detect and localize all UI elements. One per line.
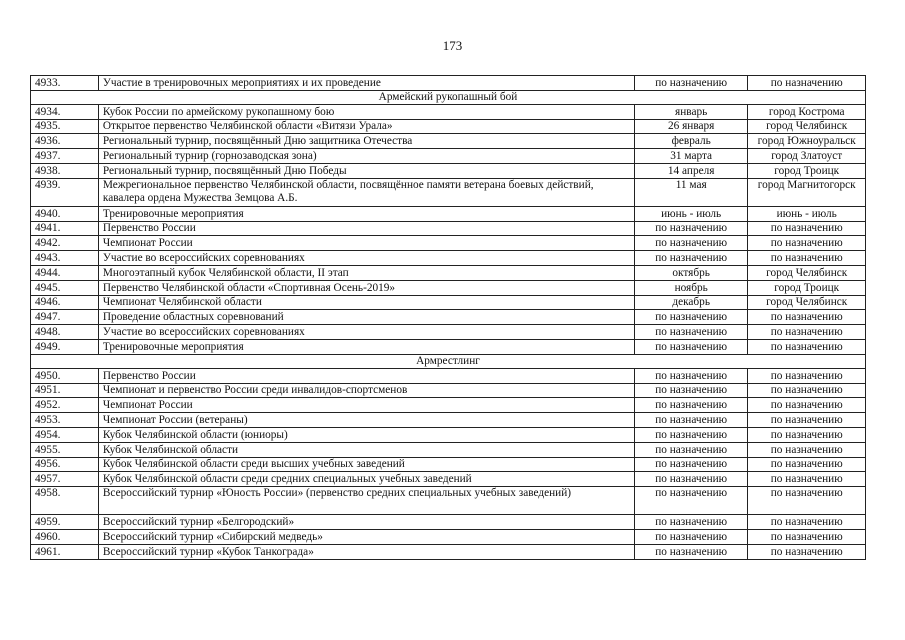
event-place: июнь - июль xyxy=(748,206,866,221)
event-date: по назначению xyxy=(634,427,747,442)
event-place: город Челябинск xyxy=(748,295,866,310)
event-name: Чемпионат России xyxy=(98,398,634,413)
event-name: Всероссийский турнир «Белгородский» xyxy=(98,515,634,530)
event-name: Всероссийский турнир «Юность России» (первенство средних специальных учебных заведений) xyxy=(98,487,634,515)
table-row xyxy=(31,413,866,428)
row-number: 4960. xyxy=(31,529,99,544)
event-date: по назначению xyxy=(634,487,747,515)
row-number: 4951. xyxy=(31,383,99,398)
event-name: Первенство России xyxy=(98,368,634,383)
event-date: по назначению xyxy=(634,398,747,413)
event-date: по назначению xyxy=(634,251,747,266)
event-date: 14 апреля xyxy=(634,163,747,178)
row-number: 4941. xyxy=(31,221,99,236)
event-date: по назначению xyxy=(634,368,747,383)
event-date: по назначению xyxy=(634,457,747,472)
row-number: 4938. xyxy=(31,163,99,178)
event-name: Первенство России xyxy=(98,221,634,236)
event-name: Региональный турнир, посвящённый Дню защитника Отечества xyxy=(98,134,634,149)
table-row xyxy=(31,104,866,119)
row-number: 4946. xyxy=(31,295,99,310)
event-date: по назначению xyxy=(634,472,747,487)
event-place: по назначению xyxy=(748,368,866,383)
section-header-row xyxy=(31,354,866,368)
row-number: 4943. xyxy=(31,251,99,266)
event-place: по назначению xyxy=(748,221,866,236)
event-date: декабрь xyxy=(634,295,747,310)
event-date: по назначению xyxy=(634,325,747,340)
table-row xyxy=(31,163,866,178)
section-title: Армрестлинг xyxy=(31,354,866,368)
event-name: Тренировочные мероприятия xyxy=(98,339,634,354)
event-place: город Троицк xyxy=(748,163,866,178)
event-name: Участие во всероссийских соревнованиях xyxy=(98,251,634,266)
event-name: Чемпионат Челябинской области xyxy=(98,295,634,310)
event-place: город Златоуст xyxy=(748,149,866,164)
row-number: 4940. xyxy=(31,206,99,221)
event-place: по назначению xyxy=(748,487,866,515)
event-place: по назначению xyxy=(748,427,866,442)
row-number: 4936. xyxy=(31,134,99,149)
event-place: город Кострома xyxy=(748,104,866,119)
table-row xyxy=(31,280,866,295)
event-date: январь xyxy=(634,104,747,119)
event-name: Многоэтапный кубок Челябинской области, II этап xyxy=(98,265,634,280)
event-date: 31 марта xyxy=(634,149,747,164)
event-date: по назначению xyxy=(634,383,747,398)
table-row xyxy=(31,398,866,413)
event-place: по назначению xyxy=(748,398,866,413)
event-place: по назначению xyxy=(748,472,866,487)
event-name: Чемпионат и первенство России среди инвалидов-спортсменов xyxy=(98,383,634,398)
row-number: 4953. xyxy=(31,413,99,428)
event-date: по назначению xyxy=(634,221,747,236)
event-name: Кубок Челябинской области xyxy=(98,442,634,457)
table-row xyxy=(31,427,866,442)
event-place: по назначению xyxy=(748,457,866,472)
row-number: 4948. xyxy=(31,325,99,340)
event-name: Кубок Челябинской области среди средних специальных учебных заведений xyxy=(98,472,634,487)
event-date: по назначению xyxy=(634,76,747,91)
section-header-row xyxy=(31,90,866,104)
event-place: по назначению xyxy=(748,251,866,266)
table-row xyxy=(31,487,866,515)
event-date: июнь - июль xyxy=(634,206,747,221)
table-row xyxy=(31,529,866,544)
table-row xyxy=(31,265,866,280)
event-place: город Троицк xyxy=(748,280,866,295)
row-number: 4942. xyxy=(31,236,99,251)
event-name: Кубок Челябинской области (юниоры) xyxy=(98,427,634,442)
event-place: по назначению xyxy=(748,383,866,398)
table-row xyxy=(31,457,866,472)
row-number: 4955. xyxy=(31,442,99,457)
table-row xyxy=(31,251,866,266)
row-number: 4933. xyxy=(31,76,99,91)
event-name: Открытое первенство Челябинской области «Витязи Урала» xyxy=(98,119,634,134)
table-row xyxy=(31,178,866,206)
row-number: 4958. xyxy=(31,487,99,515)
event-place: по назначению xyxy=(748,529,866,544)
event-place: город Челябинск xyxy=(748,119,866,134)
events-table xyxy=(30,75,866,560)
event-place: по назначению xyxy=(748,515,866,530)
table-row xyxy=(31,368,866,383)
event-place: по назначению xyxy=(748,413,866,428)
row-number: 4956. xyxy=(31,457,99,472)
row-number: 4954. xyxy=(31,427,99,442)
event-place: по назначению xyxy=(748,325,866,340)
event-place: по назначению xyxy=(748,236,866,251)
event-name: Региональный турнир, посвящённый Дню Победы xyxy=(98,163,634,178)
event-place: по назначению xyxy=(748,76,866,91)
event-name: Всероссийский турнир «Сибирский медведь» xyxy=(98,529,634,544)
events-table-body xyxy=(31,76,866,560)
table-row xyxy=(31,119,866,134)
table-row xyxy=(31,149,866,164)
row-number: 4934. xyxy=(31,104,99,119)
event-date: по назначению xyxy=(634,413,747,428)
table-row xyxy=(31,442,866,457)
table-row xyxy=(31,383,866,398)
event-name: Кубок России по армейскому рукопашному бою xyxy=(98,104,634,119)
row-number: 4944. xyxy=(31,265,99,280)
table-row xyxy=(31,515,866,530)
section-title: Армейский рукопашный бой xyxy=(31,90,866,104)
event-date: февраль xyxy=(634,134,747,149)
event-date: по назначению xyxy=(634,236,747,251)
event-name: Первенство Челябинской области «Спортивная Осень-2019» xyxy=(98,280,634,295)
row-number: 4939. xyxy=(31,178,99,206)
event-name: Тренировочные мероприятия xyxy=(98,206,634,221)
row-number: 4957. xyxy=(31,472,99,487)
table-row xyxy=(31,236,866,251)
table-row xyxy=(31,310,866,325)
row-number: 4950. xyxy=(31,368,99,383)
row-number: 4947. xyxy=(31,310,99,325)
table-row xyxy=(31,221,866,236)
event-date: по назначению xyxy=(634,544,747,559)
event-date: ноябрь xyxy=(634,280,747,295)
event-name: Всероссийский турнир «Кубок Танкограда» xyxy=(98,544,634,559)
row-number: 4935. xyxy=(31,119,99,134)
event-place: город Магнитогорск xyxy=(748,178,866,206)
table-row xyxy=(31,206,866,221)
row-number: 4959. xyxy=(31,515,99,530)
row-number: 4952. xyxy=(31,398,99,413)
event-name: Кубок Челябинской области среди высших учебных заведений xyxy=(98,457,634,472)
event-place: по назначению xyxy=(748,442,866,457)
event-date: по назначению xyxy=(634,442,747,457)
event-date: по назначению xyxy=(634,339,747,354)
table-row xyxy=(31,325,866,340)
event-place: по назначению xyxy=(748,544,866,559)
event-name: Чемпионат России xyxy=(98,236,634,251)
event-name: Чемпионат России (ветераны) xyxy=(98,413,634,428)
event-date: по назначению xyxy=(634,310,747,325)
event-place: по назначению xyxy=(748,339,866,354)
event-place: город Южноуральск xyxy=(748,134,866,149)
event-date: октябрь xyxy=(634,265,747,280)
event-place: по назначению xyxy=(748,310,866,325)
row-number: 4945. xyxy=(31,280,99,295)
event-name: Межрегиональное первенство Челябинской области, посвящённое памяти ветерана боевых действий, кавалера ордена Мужества Земцова А.Б. xyxy=(98,178,634,206)
event-name: Участие во всероссийских соревнованиях xyxy=(98,325,634,340)
event-date: по назначению xyxy=(634,529,747,544)
event-name: Региональный турнир (горнозаводская зона) xyxy=(98,149,634,164)
event-place: город Челябинск xyxy=(748,265,866,280)
row-number: 4961. xyxy=(31,544,99,559)
table-row xyxy=(31,134,866,149)
event-date: 26 января xyxy=(634,119,747,134)
table-row xyxy=(31,339,866,354)
event-date: по назначению xyxy=(634,515,747,530)
table-row xyxy=(31,472,866,487)
table-row xyxy=(31,544,866,559)
table-row xyxy=(31,76,866,91)
table-row xyxy=(31,295,866,310)
row-number: 4949. xyxy=(31,339,99,354)
event-name: Проведение областных соревнований xyxy=(98,310,634,325)
row-number: 4937. xyxy=(31,149,99,164)
event-name: Участие в тренировочных мероприятиях и их проведение xyxy=(98,76,634,91)
event-date: 11 мая xyxy=(634,178,747,206)
page-number: 173 xyxy=(442,38,463,53)
